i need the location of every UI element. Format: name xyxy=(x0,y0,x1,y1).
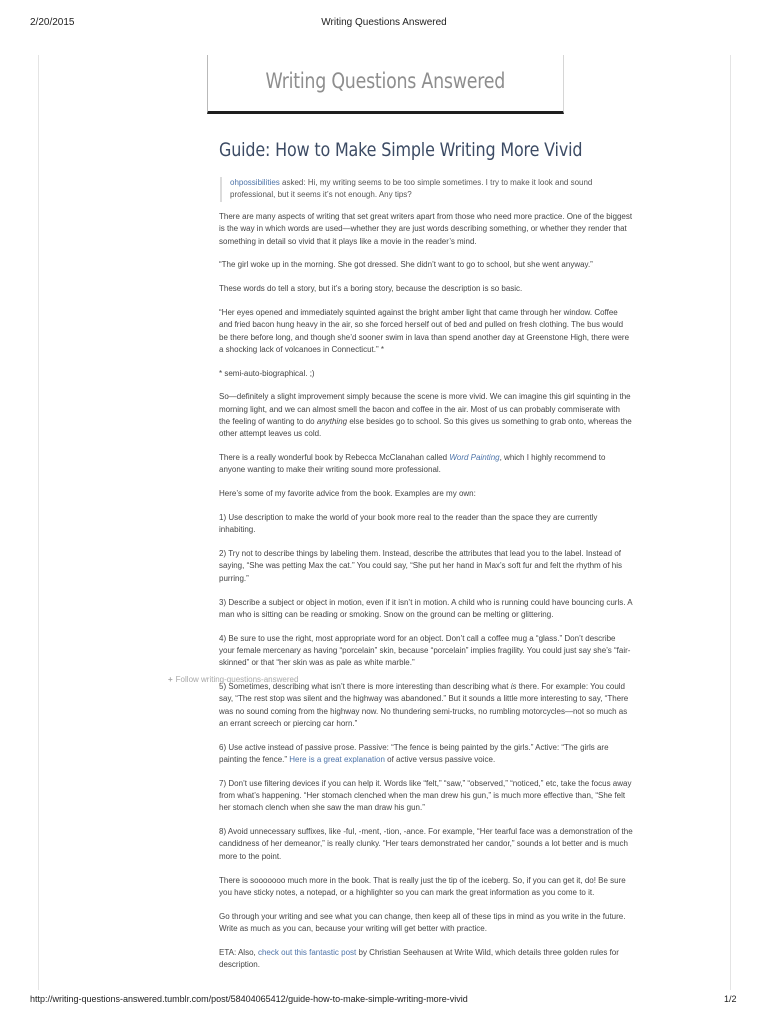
print-footer-url: http://writing-questions-answered.tumblr.com/post/58404065412/guide-how-to-make-simple-writing-more-vivid xyxy=(30,994,468,1004)
post-paragraph xyxy=(219,452,633,477)
asker-link[interactable]: ohpossibilities xyxy=(230,178,280,187)
text-segment: 2) Try not to describe things by labeling them. Instead, describe the attributes that lead you to the label. Instead of saying, “She was petting Max the cat.” You could say, “She put her hand in Max’s soft fur and felt the rhythm of his purring.” xyxy=(219,549,623,583)
text-segment: there. For example: You could say, “The rest stop was silent and the highway was abandoned.” But it sounds a little more interesting to say, “There was no sound coming from the highway now. No thundering semi-trucks, no rumbling motorcycles—not so much as an errant screech or piercing car horn.” xyxy=(219,682,629,728)
post-body xyxy=(219,211,633,983)
post-paragraph xyxy=(219,875,633,900)
post-paragraph xyxy=(219,597,633,622)
text-segment: 1) Use description to make the world of your book more real to the reader than the space they are currently inhabiting. xyxy=(219,513,598,535)
post-paragraph xyxy=(219,681,633,730)
post-paragraph xyxy=(219,307,633,356)
text-segment: 3) Describe a subject or object in motion, even if it isn’t in motion. A child who is running could have bouncing curls. A man who is sitting can be reading or smoking. Snow on the ground can be melting or glittering. xyxy=(219,597,633,619)
post-paragraph xyxy=(219,488,633,500)
post-paragraph xyxy=(219,211,633,248)
post-paragraph xyxy=(219,548,633,585)
print-footer-page-number: 1/2 xyxy=(724,994,737,1004)
text-segment: 7) Don’t use filtering devices if you can help it. Words like “felt,” “saw,” “observed,” “noticed,” etc, take the focus away from what’s happening. “Her stomach clenched when the man drew his gun,” is much more effective than, “She felt her stomach clench when she saw the man draw his gun.” xyxy=(219,778,632,813)
text-segment: 4) Be sure to use the right, most appropriate word for an object. Don’t call a coffee mug a “glass.” Don’t describe your female mercenary as having “porcelain” skin, because “porcelain” implies fragility. You could just say she’s “fair-skinned” or that “her skin was as pale as white marble.” xyxy=(219,633,631,668)
text-segment: 6) Use active instead of passive prose. Passive: “The fence is being painted by the girls.” Active: “The girls are painting the fence.” xyxy=(219,742,609,764)
post-paragraph xyxy=(219,778,633,815)
post-paragraph xyxy=(219,633,633,670)
inline-link[interactable]: Word Painting xyxy=(449,453,500,463)
emphasis-text: anything xyxy=(316,417,348,427)
text-segment: * semi-auto-biographical. ;) xyxy=(219,368,315,378)
text-segment: Here’s some of my favorite advice from the book. Examples are my own: xyxy=(219,489,476,499)
text-segment: “Her eyes opened and immediately squinted against the bright amber light that came through her window. Coffee and fried bacon hung heavy in the air, so she forced herself out of bed and pulled on fresh clothing. The bus would be there before long, and though she’d sooner swim in lava than spend another day at Greenstone High, there were a shocking lack of volcanoes in Connecticut.” * xyxy=(219,307,630,354)
text-segment: There is sooooooo much more in the book. That is really just the tip of the iceberg. So, if you can get it, do! Be sure you have sticky notes, a notepad, or a highlighter so you can mark the great information as you come to it. xyxy=(219,875,626,897)
emphasis-text: is xyxy=(510,682,517,692)
text-segment: There are many aspects of writing that set great writers apart from those who need more practice. One of the biggest is the way in which words are used—whether they are just words describing something, or whether they render that something in detail so vivid that it plays like a movie in the reader’s mind. xyxy=(219,212,633,246)
print-header-title: Writing Questions Answered xyxy=(321,17,447,28)
post-paragraph xyxy=(219,512,633,537)
text-segment: 5) Sometimes, describing what isn’t there is more interesting than describing what xyxy=(219,682,511,692)
text-segment: else besides go to school. So this gives us something to grab onto, whereas the other attempt leaves us cold. xyxy=(219,417,632,439)
post-paragraph xyxy=(219,826,633,863)
text-segment: ETA: Also, xyxy=(219,947,258,957)
plus-icon: + xyxy=(168,675,173,684)
inline-link[interactable]: Here is a great explanation xyxy=(289,755,385,764)
page-border-right xyxy=(730,55,731,990)
text-segment: So—definitely a slight improvement simply because the scene is more vivid. We can imagine this girl squinting in the morning light, and we can almost smell the bacon and coffee in the air. Most of us can probably commiserate with the feeling of wanting to do xyxy=(219,392,631,427)
page-border-left xyxy=(38,55,39,990)
text-segment: Go through your writing and see what you can change, then keep all of these tips in mind as you write in the future. Write as much as you can, because your writing will get better with practice. xyxy=(219,911,626,933)
post-paragraph xyxy=(219,368,633,380)
post-paragraph xyxy=(219,259,633,271)
post-paragraph xyxy=(219,283,633,295)
blog-header xyxy=(207,55,564,114)
text-segment: There is a really wonderful book by Rebecca McClanahan called xyxy=(219,453,450,463)
text-segment: , which I highly recommend to anyone wanting to make their writing sound more professional. xyxy=(219,453,606,475)
post-paragraph xyxy=(219,742,633,767)
question-text: asked: Hi, my writing seems to be too simple sometimes. I try to make it look and sound professional, but it seems it’s not enough. Any tips? xyxy=(230,178,593,200)
print-header-date: 2/20/2015 xyxy=(30,17,75,28)
text-segment: “The girl woke up in the morning. She got dressed. She didn’t want to go to school, but she went anyway.” xyxy=(219,260,593,270)
text-segment: These words do tell a story, but it’s a boring story, because the description is so basic. xyxy=(219,284,523,294)
post-paragraph xyxy=(219,947,633,972)
blog-title[interactable]: Writing Questions Answered xyxy=(265,69,506,93)
inline-link[interactable]: check out this fantastic post xyxy=(257,947,357,957)
question-blockquote xyxy=(220,177,632,202)
follow-label: Follow writing-questions-answered xyxy=(175,675,299,684)
text-segment: of active versus passive voice. xyxy=(384,755,496,764)
text-segment: 8) Avoid unnecessary suffixes, like -ful, -ment, -tion, -ance. For example, “Her tearful face was a demonstration of the candidness of her demeanor,” is really clunky. “Her tears demonstrated her candor,” sounds a lot better and is much more to the point. xyxy=(219,827,633,861)
text-segment: by Christian Seehausen at Write Wild, which details three golden rules for description. xyxy=(219,947,619,970)
post-paragraph xyxy=(219,911,633,936)
post-paragraph xyxy=(219,391,633,440)
follow-button[interactable] xyxy=(168,675,298,684)
post-title: Guide: How to Make Simple Writing More Vivid xyxy=(219,139,583,161)
